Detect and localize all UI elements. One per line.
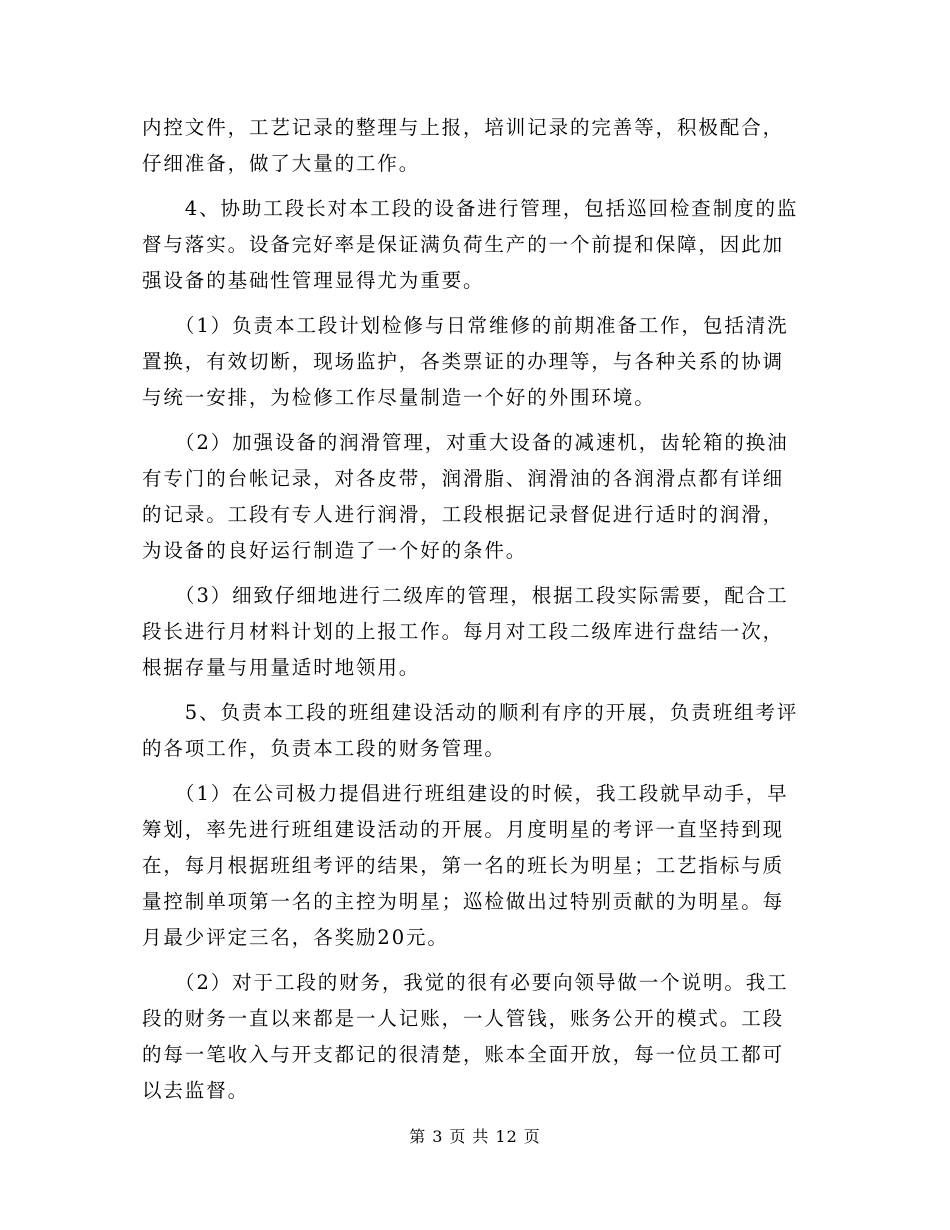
paragraph xyxy=(142,110,822,182)
text-line: 的各项工作，负责本工段的财务管理。 xyxy=(142,737,506,760)
paragraph xyxy=(142,425,822,569)
text-line: 有专门的台帐记录，对各皮带，润滑脂、润滑油的各润滑点都有详细 xyxy=(142,467,785,490)
text-line: 段的财务一直以来都是一人记账，一人管钱，账务公开的模式。工段 xyxy=(142,1007,785,1030)
paragraph-gap xyxy=(142,767,822,776)
text-line: 月最少评定三名，各奖励20元。 xyxy=(142,926,449,949)
text-line: 以去监督。 xyxy=(142,1079,250,1102)
text-line: 仔细准备，做了大量的工作。 xyxy=(142,152,421,175)
text-line: 根据存量与用量适时地领用。 xyxy=(142,656,421,679)
text-line: 量控制单项第一名的主控为明星；巡检做出过特别贡献的为明星。每 xyxy=(142,890,785,913)
text-line: 强设备的基础性管理显得尤为重要。 xyxy=(142,269,485,292)
text-line: 的记录。工段有专人进行润滑，工段根据记录督促进行适时的润滑， xyxy=(142,503,785,526)
text-line: （2）对于工段的财务，我觉的很有必要向领导做一个说明。我工 xyxy=(142,971,789,994)
paragraph-gap xyxy=(142,956,822,965)
text-line: （2）加强设备的润滑管理，对重大设备的减速机，齿轮箱的换油 xyxy=(142,431,789,454)
page-footer xyxy=(0,1124,950,1147)
text-line: 督与落实。设备完好率是保证满负荷生产的一个前提和保障，因此加 xyxy=(142,233,785,256)
document-body xyxy=(142,110,822,1109)
footer-total-word: 共 xyxy=(472,1127,490,1146)
text-line: （3）细致仔细地进行二级库的管理，根据工段实际需要，配合工 xyxy=(142,584,789,607)
text-line: 5、负责本工段的班组建设活动的顺利有序的开展，负责班组考评 xyxy=(142,701,799,724)
paragraph-gap xyxy=(142,299,822,308)
paragraph xyxy=(142,695,822,767)
text-line: 置换，有效切断，现场监护，各类票证的办理等，与各种关系的协调 xyxy=(142,350,785,373)
paragraph xyxy=(142,776,822,956)
paragraph-gap xyxy=(142,182,822,191)
text-line: 段长进行月材料计划的上报工作。每月对工段二级库进行盘结一次， xyxy=(142,620,785,643)
paragraph-gap xyxy=(142,686,822,695)
footer-total-pages: 12 xyxy=(495,1127,518,1146)
paragraph xyxy=(142,965,822,1109)
paragraph-gap xyxy=(142,569,822,578)
paragraph-gap xyxy=(142,416,822,425)
text-line: 为设备的良好运行制造了一个好的条件。 xyxy=(142,539,528,562)
paragraph xyxy=(142,308,822,416)
paragraph xyxy=(142,578,822,686)
text-line: 在，每月根据班组考评的结果，第一名的班长为明星；工艺指标与质 xyxy=(142,854,785,877)
text-line: 筹划，率先进行班组建设活动的开展。月度明星的考评一直坚持到现 xyxy=(142,818,785,841)
text-line: （1）在公司极力提倡进行班组建设的时候，我工段就早动手，早 xyxy=(142,782,789,805)
footer-total-unit: 页 xyxy=(523,1127,541,1146)
text-line: 与统一安排，为检修工作尽量制造一个好的外围环境。 xyxy=(142,386,656,409)
text-line: （1）负责本工段计划检修与日常维修的前期准备工作，包括清洗 xyxy=(142,314,789,337)
text-line: 内控文件，工艺记录的整理与上报，培训记录的完善等，积极配合， xyxy=(142,116,785,139)
text-line: 的每一笔收入与开支都记的很清楚，账本全面开放，每一位员工都可 xyxy=(142,1043,785,1066)
text-line: 4、协助工段长对本工段的设备进行管理，包括巡回检查制度的监 xyxy=(142,197,799,220)
footer-prefix: 第 xyxy=(409,1127,427,1146)
paragraph xyxy=(142,191,822,299)
footer-page-unit: 页 xyxy=(449,1127,467,1146)
footer-page-number: 3 xyxy=(432,1127,444,1146)
